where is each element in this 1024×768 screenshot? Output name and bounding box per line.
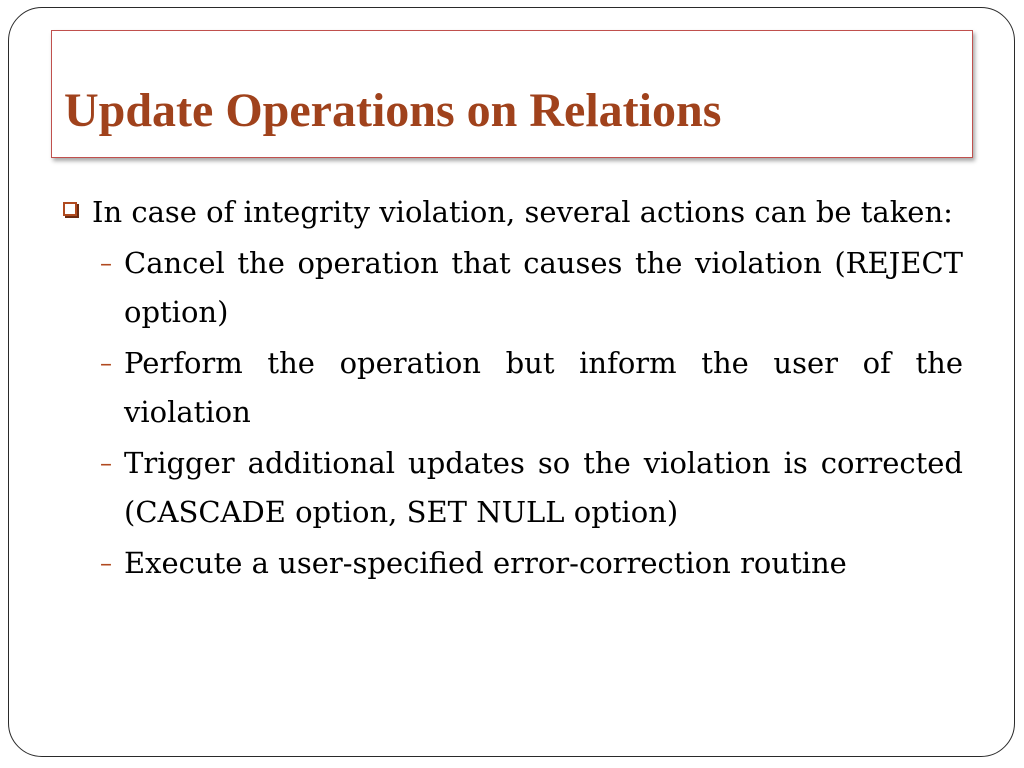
sub-bullet-text: Trigger additional updates so the violation is corrected (CASCADE option, SET NULL option) [124,446,963,529]
dash-bullet-icon: – [100,249,112,277]
sub-bullet-item [60,239,963,337]
sub-bullet-text: Cancel the operation that causes the violation (REJECT option) [124,246,963,329]
dash-bullet-icon: – [100,549,112,577]
bullet-item [60,188,963,237]
sub-bullet-text: Perform the operation but inform the user of the violation [124,346,963,429]
bullet-text: In case of integrity violation, several actions can be taken: [92,195,953,229]
sub-bullet-item [60,439,963,537]
sub-bullet-item [60,339,963,437]
title-box [51,30,973,158]
dash-bullet-icon: – [100,449,112,477]
slide-content [60,188,963,588]
square-bullet-icon [63,202,77,216]
sub-bullet-text: Execute a user-specified error-correction routine [124,546,847,580]
slide-title: Update Operations on Relations [64,84,722,137]
dash-bullet-icon: – [100,349,112,377]
sub-bullet-item [60,539,963,588]
